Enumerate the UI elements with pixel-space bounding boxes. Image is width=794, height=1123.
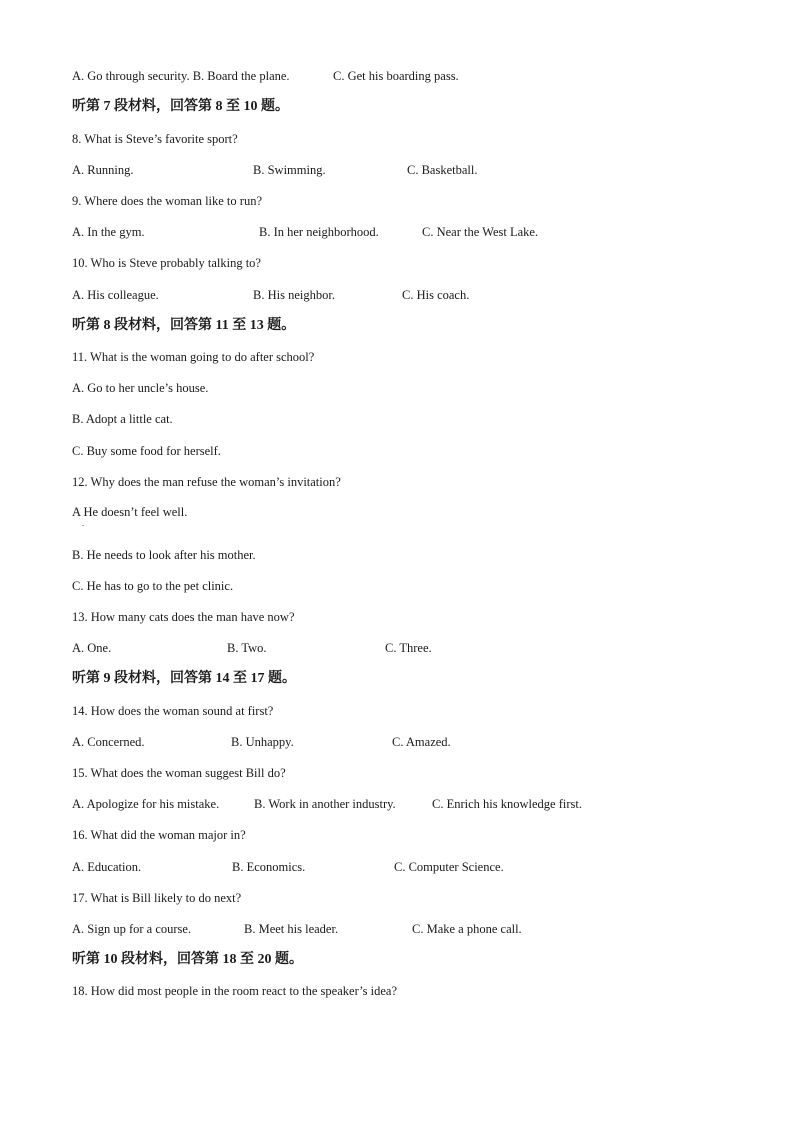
question-7-options	[72, 68, 459, 84]
section-heading: 听第 8 段材料，回答第 11 至 13 题。	[72, 318, 296, 333]
option-b: B. In her neighborhood.	[259, 225, 379, 239]
question-stem: 18. How did most people in the room react to the speaker’s idea?	[72, 984, 398, 998]
option-c: C. Basketball.	[407, 163, 478, 177]
option-c: C. His coach.	[402, 288, 470, 302]
option-a: A. Running.	[72, 163, 134, 177]
option-c: C. Near the West Lake.	[422, 225, 539, 239]
option-a: A. One.	[72, 641, 112, 655]
question-stem: 13. How many cats does the man have now?	[72, 610, 295, 624]
question-stem: 14. How does the woman sound at first?	[72, 704, 274, 718]
option-a: A. In the gym.	[72, 225, 145, 239]
option-c: C. He has to go to the pet clinic.	[72, 579, 234, 593]
question-stem: 11. What is the woman going to do after school?	[72, 350, 315, 364]
section-heading: 听第 7 段材料，回答第 8 至 10 题。	[72, 99, 289, 114]
section-heading: 听第 10 段材料，回答第 18 至 20 题。	[72, 952, 303, 967]
option-a: A He doesn’t feel well.	[72, 505, 188, 519]
option-a: A. Concerned.	[72, 735, 145, 749]
option-a: A. Go through security.	[72, 69, 190, 83]
option-c: C. Enrich his knowledge first.	[432, 797, 582, 811]
question-stem: 17. What is Bill likely to do next?	[72, 891, 242, 905]
question-stem: 12. Why does the man refuse the woman’s invitation?	[72, 475, 341, 489]
option-a: A. His colleague.	[72, 288, 159, 302]
option-b: B. Unhappy.	[231, 735, 294, 749]
stray-mark: .	[82, 519, 84, 528]
option-c: C. Computer Science.	[394, 860, 504, 874]
question-stem: 10. Who is Steve probably talking to?	[72, 256, 261, 270]
option-c: C. Three.	[385, 641, 432, 655]
option-a: A. Apologize for his mistake.	[72, 797, 220, 811]
option-b: B. Work in another industry.	[254, 797, 396, 811]
option-b: B. Swimming.	[253, 163, 326, 177]
option-b: B. Meet his leader.	[244, 922, 339, 936]
option-b: B. He needs to look after his mother.	[72, 548, 256, 562]
option-a: A. Sign up for a course.	[72, 922, 192, 936]
option-b: B. Adopt a little cat.	[72, 412, 173, 426]
question-stem: 16. What did the woman major in?	[72, 828, 246, 842]
option-a: A. Go to her uncle’s house.	[72, 381, 209, 395]
option-b: B. Two.	[227, 641, 267, 655]
option-c: C. Amazed.	[392, 735, 451, 749]
question-stem: 15. What does the woman suggest Bill do?	[72, 766, 286, 780]
option-c: C. Make a phone call.	[412, 922, 522, 936]
question-stem: 8. What is Steve’s favorite sport?	[72, 132, 238, 146]
option-b: B. Board the plane.	[192, 69, 290, 83]
option-b: B. Economics.	[232, 860, 306, 874]
option-a: A. Education.	[72, 860, 142, 874]
question-stem: 9. Where does the woman like to run?	[72, 194, 262, 208]
option-b: B. His neighbor.	[253, 288, 335, 302]
section-heading: 听第 9 段材料，回答第 14 至 17 题。	[72, 671, 296, 686]
option-c: C. Buy some food for herself.	[72, 444, 221, 458]
option-c: C. Get his boarding pass.	[333, 69, 459, 83]
